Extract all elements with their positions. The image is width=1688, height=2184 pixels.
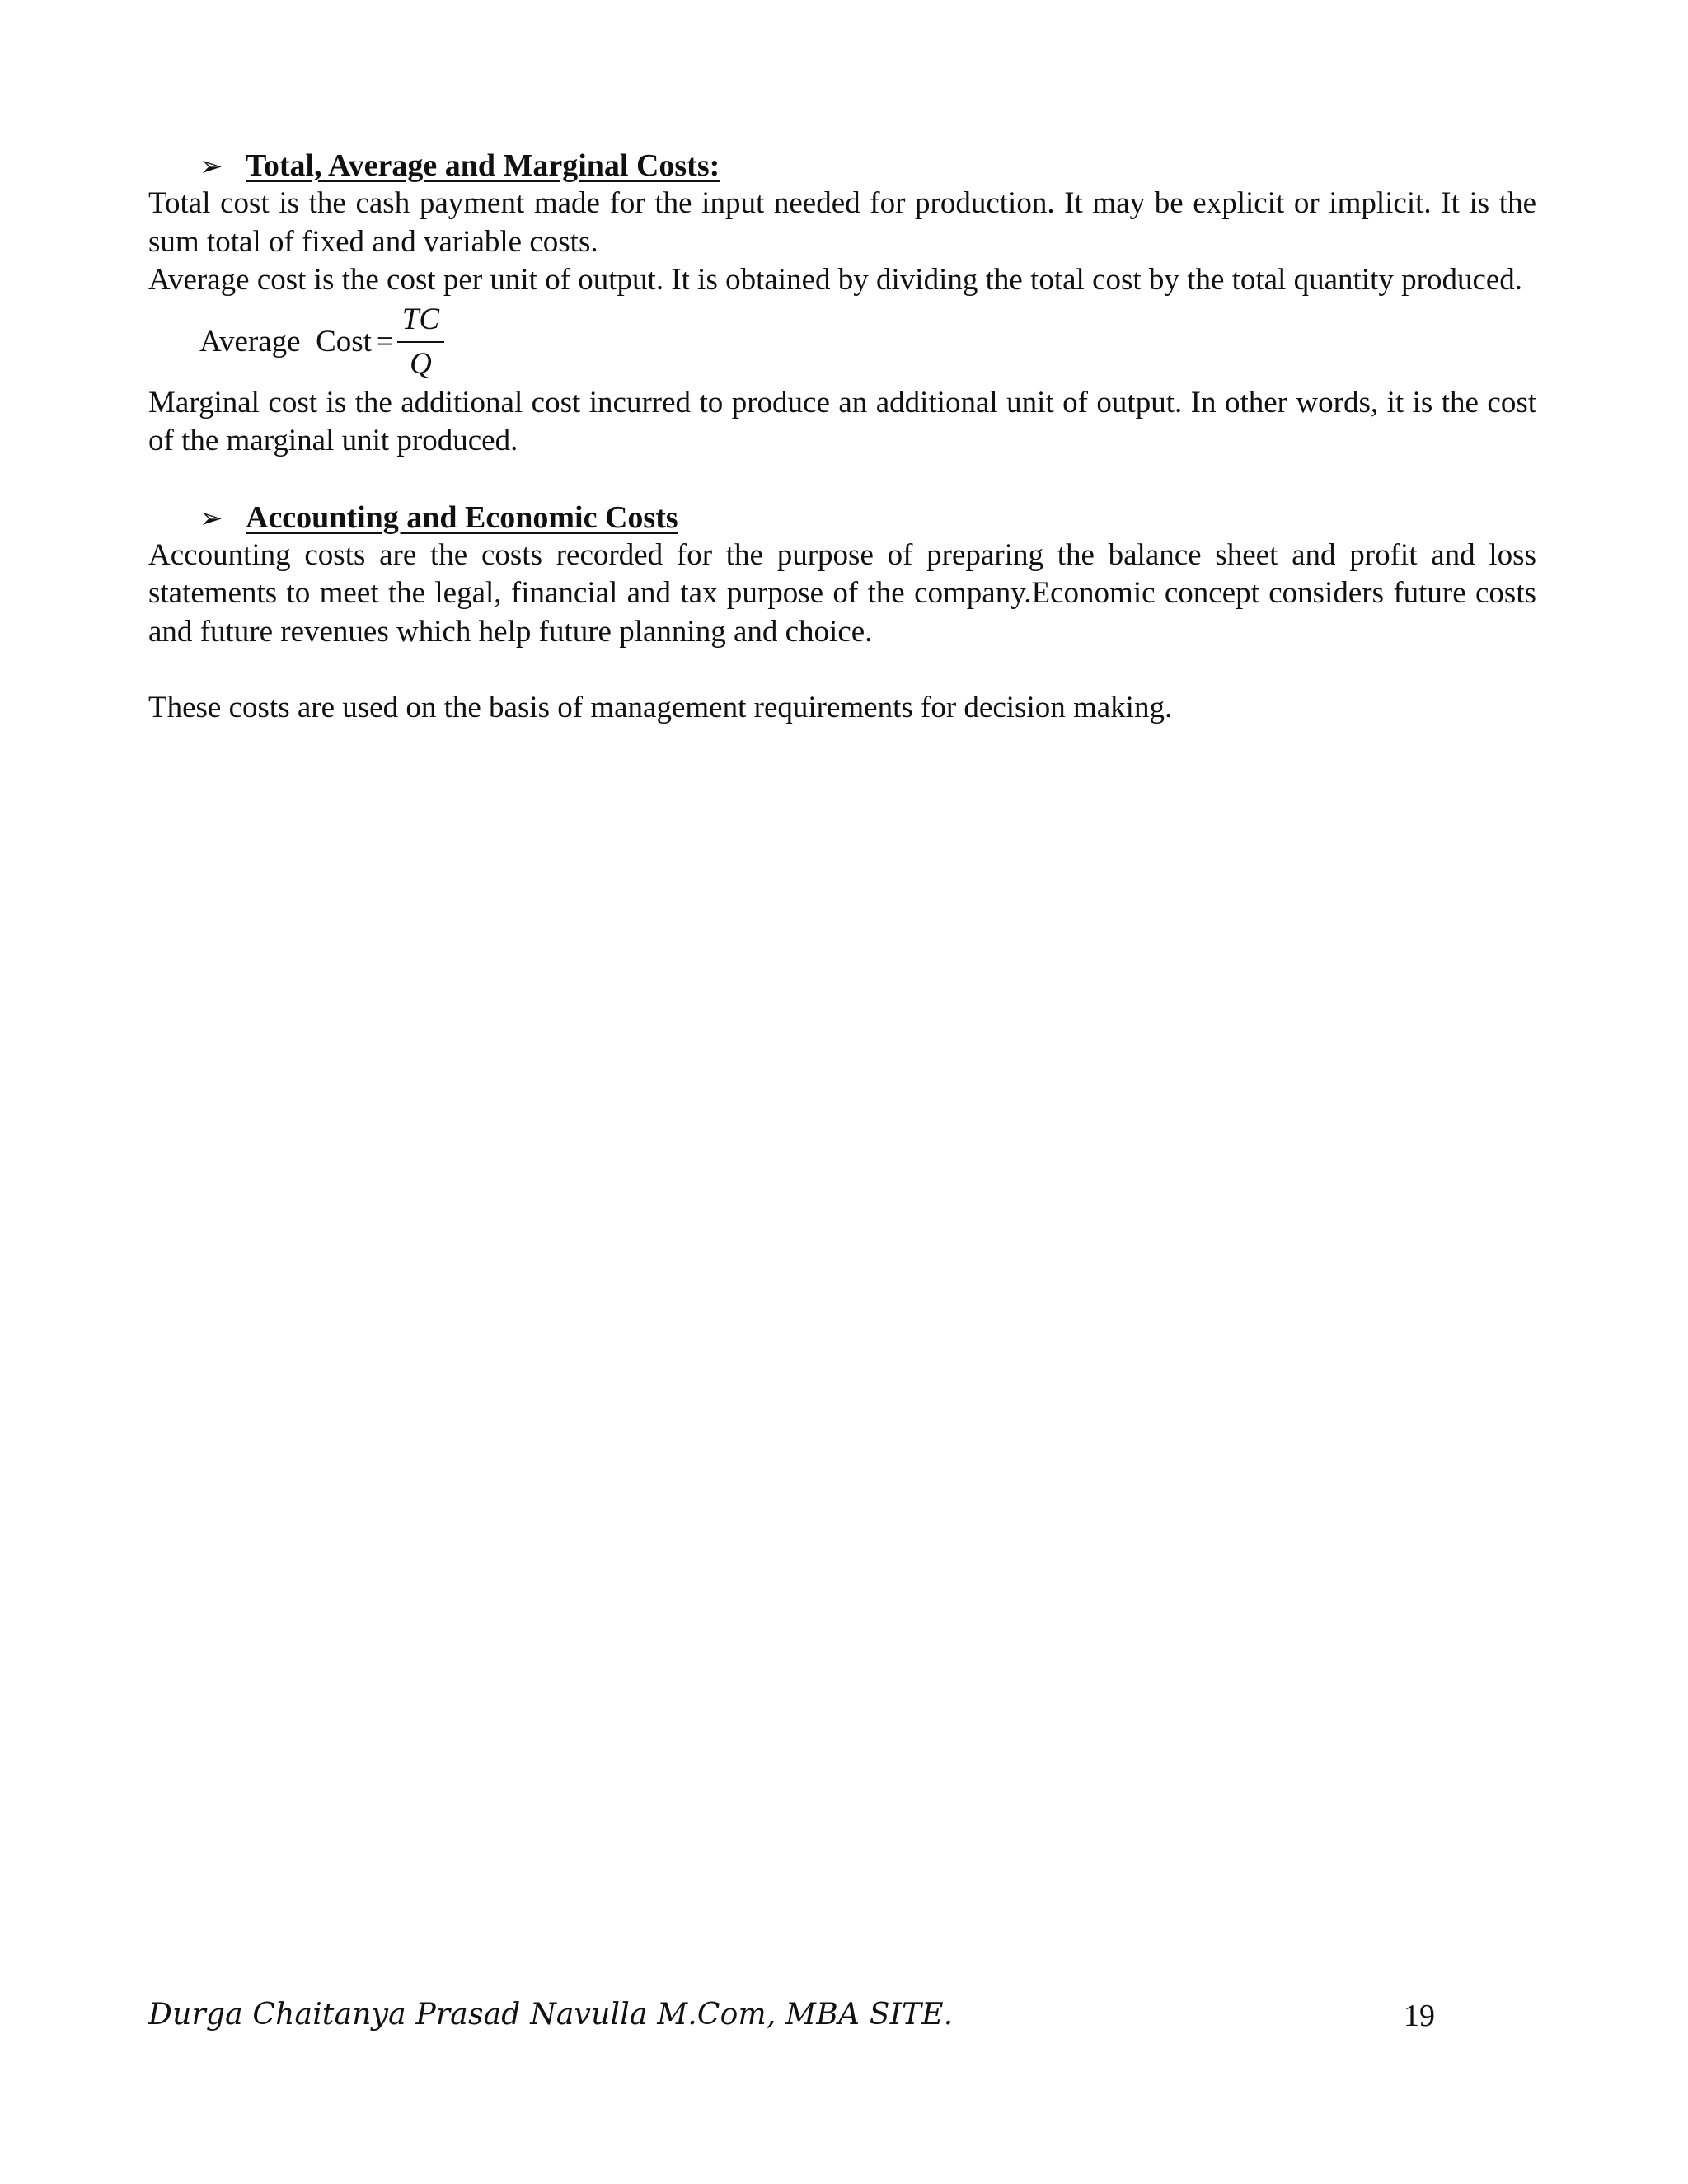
average-cost-formula — [199, 300, 1536, 384]
section-heading-accounting-economic — [199, 499, 1536, 537]
formula-equals: = — [376, 325, 394, 359]
page-number: 19 — [1404, 1999, 1435, 2033]
heading-text: Total, Average and Marginal Costs: — [246, 148, 720, 183]
paragraph-marginal-cost: Marginal cost is the additional cost incurred to produce an additional unit of output. In other words, it is the cost of the marginal unit produced. — [148, 385, 1536, 457]
section-spacer — [148, 461, 1536, 499]
paragraph-spacer — [148, 651, 1536, 689]
paragraph-management-requirements: These costs are used on the basis of management requirements for decision making. — [148, 691, 1173, 724]
page-content — [148, 147, 1536, 728]
formula-fraction — [397, 300, 444, 384]
arrow-bullet-icon: ➢ — [199, 152, 223, 182]
formula-numerator: TC — [397, 300, 444, 343]
paragraph-total-cost: Total cost is the cash payment made for the input needed for production. It may be explicit or implicit. It is the sum total of fixed and variable costs. — [148, 186, 1536, 259]
heading-text: Accounting and Economic Costs — [246, 499, 678, 535]
formula-label: Average Cost — [199, 325, 372, 359]
paragraph-accounting-costs: Accounting costs are the costs recorded for the purpose of preparing the balance sheet and profit and loss statements to meet the legal, financial and tax purpose of the company.Economic concept considers future costs and future revenues which help future planning and choice. — [148, 537, 1536, 649]
paragraph-average-cost: Average cost is the cost per unit of output. It is obtained by dividing the total cost by the total quantity produced. — [148, 263, 1523, 297]
section-heading-total-average-marginal — [199, 147, 1536, 185]
footer-author: Durga Chaitanya Prasad Navulla M.Com, MBA SITE. — [148, 1998, 954, 2032]
arrow-bullet-icon: ➢ — [199, 503, 223, 534]
formula-denominator: Q — [410, 346, 432, 381]
